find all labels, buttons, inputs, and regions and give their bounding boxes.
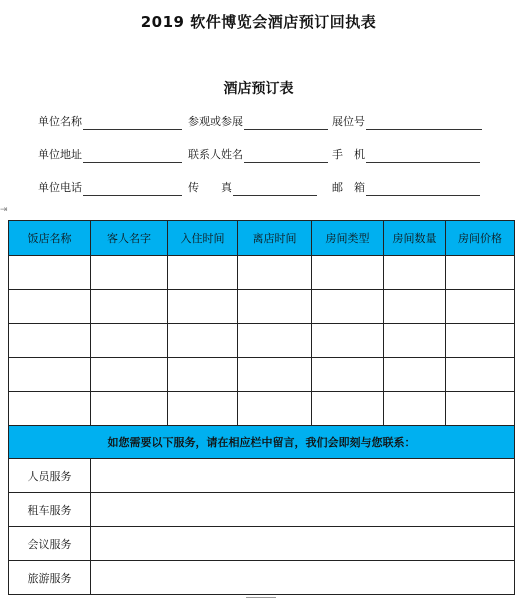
- mobile-line[interactable]: [366, 150, 480, 163]
- fax-line[interactable]: [233, 183, 317, 196]
- table-row: [9, 358, 515, 392]
- table-cell[interactable]: [238, 324, 312, 358]
- table-cell[interactable]: [91, 324, 168, 358]
- table-cell[interactable]: [384, 290, 446, 324]
- visit-type-field[interactable]: [188, 114, 328, 130]
- table-cell[interactable]: [384, 358, 446, 392]
- contact-name-label: 联系人姓名: [188, 148, 243, 161]
- service-input-meeting[interactable]: [91, 527, 515, 561]
- table-cell[interactable]: [238, 392, 312, 426]
- table-cell[interactable]: [91, 256, 168, 290]
- table-cell[interactable]: [91, 358, 168, 392]
- service-row-car-rental: [9, 493, 515, 527]
- fax-label: 传 真: [188, 181, 232, 194]
- table-cell[interactable]: [168, 256, 238, 290]
- service-input-personnel[interactable]: [91, 459, 515, 493]
- table-cell[interactable]: [312, 392, 384, 426]
- service-row-tour: [9, 561, 515, 595]
- service-label-car-rental: 租车服务: [9, 493, 91, 527]
- table-cell[interactable]: [9, 324, 91, 358]
- header-room-count: 房间数量: [384, 221, 446, 256]
- email-field[interactable]: [332, 180, 480, 196]
- table-cell[interactable]: [312, 324, 384, 358]
- table-cell[interactable]: [384, 324, 446, 358]
- document-title: 2019 软件博览会酒店预订回执表: [140, 13, 377, 31]
- table-anchor-icon: ⇥: [0, 205, 8, 215]
- booth-no-line[interactable]: [366, 117, 482, 130]
- table-cell[interactable]: [446, 256, 515, 290]
- service-row-personnel: [9, 459, 515, 493]
- mobile-field[interactable]: [332, 147, 480, 163]
- notice-row: [9, 426, 515, 459]
- contact-name-line[interactable]: [244, 150, 328, 163]
- header-checkout: 离店时间: [238, 221, 312, 256]
- unit-address-label: 单位地址: [38, 148, 82, 161]
- table-cell[interactable]: [446, 358, 515, 392]
- table-cell[interactable]: [91, 392, 168, 426]
- service-input-car-rental[interactable]: [91, 493, 515, 527]
- header-room-type: 房间类型: [312, 221, 384, 256]
- table-cell[interactable]: [312, 256, 384, 290]
- unit-name-field[interactable]: [38, 114, 182, 130]
- service-row-meeting: [9, 527, 515, 561]
- table-cell[interactable]: [446, 324, 515, 358]
- table-cell[interactable]: [9, 392, 91, 426]
- unit-address-line[interactable]: [83, 150, 182, 163]
- unit-address-field[interactable]: [38, 147, 182, 163]
- booking-table: [8, 220, 515, 595]
- table-row: [9, 256, 515, 290]
- contact-name-field[interactable]: [188, 147, 328, 163]
- form-subtitle: 酒店预订表: [223, 81, 294, 97]
- visit-type-label: 参观或参展: [188, 115, 243, 128]
- table-cell[interactable]: [312, 358, 384, 392]
- unit-name-line[interactable]: [83, 117, 182, 130]
- booth-no-label: 展位号: [332, 115, 365, 128]
- service-label-tour: 旅游服务: [9, 561, 91, 595]
- header-checkin: 入住时间: [168, 221, 238, 256]
- table-row: [9, 290, 515, 324]
- unit-phone-line[interactable]: [83, 183, 182, 196]
- table-cell[interactable]: [168, 392, 238, 426]
- table-cell[interactable]: [384, 392, 446, 426]
- table-cell[interactable]: [9, 358, 91, 392]
- table-cell[interactable]: [168, 290, 238, 324]
- mobile-label: 手 机: [332, 148, 365, 161]
- header-room-price: 房间价格: [446, 221, 515, 256]
- unit-phone-label: 单位电话: [38, 181, 82, 194]
- table-cell[interactable]: [168, 358, 238, 392]
- table-row: [9, 324, 515, 358]
- visit-type-line[interactable]: [244, 117, 328, 130]
- header-guest-name: 客人名字: [91, 221, 168, 256]
- unit-name-label: 单位名称: [38, 115, 82, 128]
- service-label-personnel: 人员服务: [9, 459, 91, 493]
- table-header-row: [9, 221, 515, 256]
- service-label-meeting: 会议服务: [9, 527, 91, 561]
- booth-no-field[interactable]: [332, 114, 482, 130]
- email-label: 邮 箱: [332, 181, 365, 194]
- table-cell[interactable]: [384, 256, 446, 290]
- service-notice: 如您需要以下服务，请在相应栏中留言，我们会即刻与您联系：: [9, 426, 515, 459]
- header-hotel-name: 饭店名称: [9, 221, 91, 256]
- table-cell[interactable]: [446, 290, 515, 324]
- table-row: [9, 392, 515, 426]
- table-cell[interactable]: [238, 290, 312, 324]
- table-cell[interactable]: [312, 290, 384, 324]
- email-line[interactable]: [366, 183, 480, 196]
- table-cell[interactable]: [168, 324, 238, 358]
- page-bottom-mark: [246, 597, 276, 601]
- fax-field[interactable]: [188, 180, 317, 196]
- table-cell[interactable]: [9, 290, 91, 324]
- table-cell[interactable]: [9, 256, 91, 290]
- table-cell[interactable]: [238, 256, 312, 290]
- table-cell[interactable]: [446, 392, 515, 426]
- table-cell[interactable]: [91, 290, 168, 324]
- unit-phone-field[interactable]: [38, 180, 182, 196]
- service-input-tour[interactable]: [91, 561, 515, 595]
- table-cell[interactable]: [238, 358, 312, 392]
